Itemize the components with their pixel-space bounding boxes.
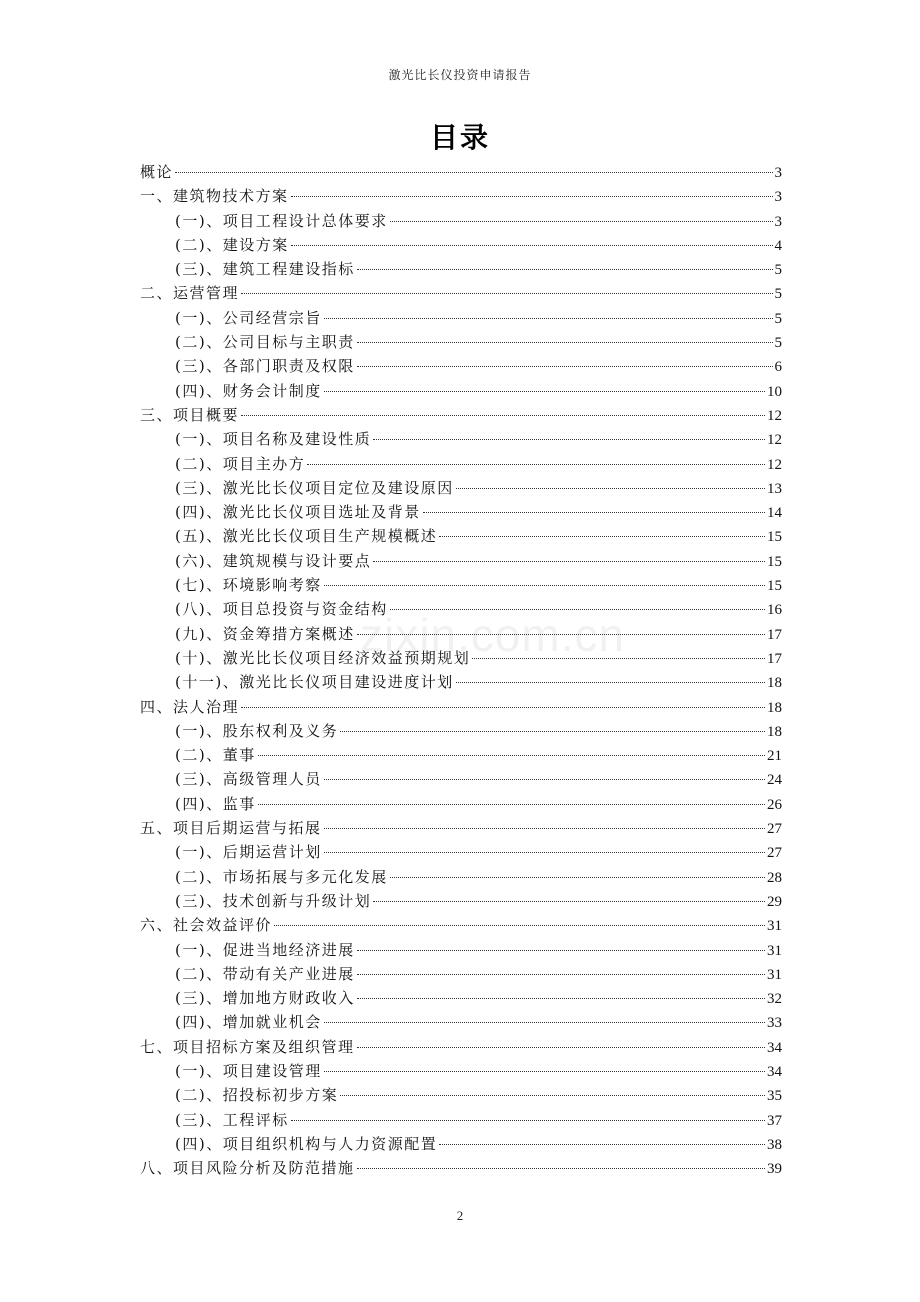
toc-entry-page-number: 14 [767,505,782,522]
toc-entry-page-number: 5 [774,262,782,279]
toc-entry-page-number: 31 [767,918,782,935]
toc-dot-leader [241,415,765,416]
watermark: zixin.com.cn [360,609,626,661]
toc-entry-label: 七、项目招标方案及组织管理 [140,1037,355,1056]
running-header: 激光比长仪投资申请报告 [388,68,532,82]
toc-entry-label: (十)、激光比长仪项目经济效益预期规划 [175,648,471,667]
toc-dot-leader [390,221,773,222]
toc-entry-page-number: 27 [767,821,782,838]
toc-dot-leader [357,950,765,951]
toc-entry-page-number: 15 [767,553,782,570]
toc-entry-page-number: 12 [767,456,782,473]
toc-entry-label: (一)、项目建设管理 [175,1061,322,1080]
toc-entry-page-number: 32 [767,991,782,1008]
toc-entry-label: 三、项目概要 [140,405,240,424]
toc-dot-leader [357,1168,765,1169]
toc-entry-page-number: 18 [767,675,782,692]
toc-dot-leader [324,585,765,586]
toc-entry-page-number: 15 [767,578,782,595]
toc-dot-leader [340,1095,765,1096]
toc-entry-label: (四)、监事 [175,794,256,813]
toc-entry-label: 六、社会效益评价 [140,916,273,935]
toc-dot-leader [357,342,773,343]
toc-subsection-entry[interactable] [140,476,782,500]
toc-subsection-entry[interactable] [140,743,782,767]
toc-entry-page-number: 37 [767,1112,782,1129]
toc-dot-leader [357,998,765,999]
toc-section-entry[interactable] [140,1035,782,1059]
toc-section-entry[interactable] [140,1156,782,1180]
toc-dot-leader [324,391,765,392]
toc-dot-leader [307,464,765,465]
toc-dot-leader [357,974,765,975]
toc-dot-leader [241,293,772,294]
toc-entry-label: (三)、技术创新与升级计划 [175,891,372,910]
toc-entry-page-number: 5 [774,310,782,327]
toc-section-entry[interactable] [140,695,782,719]
toc-entry-page-number: 26 [767,796,782,813]
toc-entry-label: (四)、财务会计制度 [175,381,322,400]
toc-entry-label: (三)、建筑工程建设指标 [175,260,355,279]
toc-entry-page-number: 21 [767,748,782,765]
toc-entry-label: (一)、项目工程设计总体要求 [175,211,388,230]
toc-subsection-entry[interactable] [140,306,782,330]
toc-entry-label: (二)、带动有关产业进展 [175,964,355,983]
toc-dot-leader [357,269,773,270]
toc-entry-label: 四、法人治理 [140,697,240,716]
toc-entry-page-number: 10 [767,383,782,400]
toc-section-entry[interactable] [140,403,782,427]
toc-entry-page-number: 3 [774,189,782,206]
toc-entry-page-number: 17 [767,650,782,667]
toc-dot-leader [456,682,765,683]
toc-entry-label: (三)、工程评标 [175,1110,289,1129]
toc-entry-label: (八)、项目总投资与资金结构 [175,600,388,619]
page-number: 2 [456,1208,464,1223]
toc-dot-leader [324,318,773,319]
toc-dot-leader [390,877,765,878]
toc-subsection-entry[interactable] [140,573,782,597]
toc-dot-leader [258,755,765,756]
toc-dot-leader [258,804,765,805]
toc-entry-page-number: 31 [767,966,782,983]
toc-entry-label: (十一)、激光比长仪项目建设进度计划 [175,673,454,692]
toc-entry-label: (九)、资金筹措方案概述 [175,624,355,643]
toc-entry-label: (二)、公司目标与主职责 [175,333,355,352]
toc-entry-label: (四)、项目组织机构与人力资源配置 [175,1134,438,1153]
toc-dot-leader [439,1144,765,1145]
toc-subsection-entry[interactable] [140,670,782,694]
toc-dot-leader [373,439,765,440]
toc-section-entry[interactable] [140,184,782,208]
toc-entry-label: (一)、促进当地经济进展 [175,940,355,959]
toc-section-entry[interactable] [140,913,782,937]
toc-dot-leader [175,172,772,173]
toc-subsection-entry[interactable] [140,597,782,621]
toc-subsection-entry[interactable] [140,962,782,986]
toc-subsection-entry[interactable] [140,330,782,354]
toc-entry-page-number: 31 [767,942,782,959]
toc-dot-leader [324,828,765,829]
toc-dot-leader [291,245,773,246]
toc-entry-label: (三)、增加地方财政收入 [175,989,355,1008]
toc-dot-leader [390,609,765,610]
toc-subsection-entry[interactable] [140,209,782,233]
toc-subsection-entry[interactable] [140,524,782,548]
toc-subsection-entry[interactable] [140,379,782,403]
toc-subsection-entry[interactable] [140,427,782,451]
toc-dot-leader [324,779,765,780]
toc-entry-page-number: 35 [767,1088,782,1105]
toc-dot-leader [357,634,765,635]
toc-entry-label: (四)、增加就业机会 [175,1013,322,1032]
toc-subsection-entry[interactable] [140,1010,782,1034]
toc-entry-label: 二、运营管理 [140,284,240,303]
toc-entry-label: (五)、激光比长仪项目生产规模概述 [175,527,438,546]
toc-dot-leader [423,512,765,513]
toc-entry-label: (三)、高级管理人员 [175,770,322,789]
toc-dot-leader [274,925,765,926]
toc-dot-leader [357,366,773,367]
toc-subsection-entry[interactable] [140,452,782,476]
toc-entry-page-number: 33 [767,1015,782,1032]
toc-entry-label: 八、项目风险分析及防范措施 [140,1159,355,1178]
toc-subsection-entry[interactable] [140,938,782,962]
toc-entry-label: 一、建筑物技术方案 [140,187,289,206]
toc-dot-leader [456,488,765,489]
toc-subsection-entry[interactable] [140,646,782,670]
toc-subsection-entry[interactable] [140,257,782,281]
toc-entry-page-number: 5 [774,335,782,352]
toc-dot-leader [357,1047,765,1048]
toc-entry-label: (二)、项目主办方 [175,454,306,473]
toc-entry-label: (二)、招投标初步方案 [175,1086,339,1105]
toc-entry-page-number: 39 [767,1161,782,1178]
toc-dot-leader [472,658,765,659]
toc-title: 目录 [429,121,490,154]
toc-entry-page-number: 12 [767,407,782,424]
toc-entry-page-number: 3 [774,213,782,230]
toc-subsection-entry[interactable] [140,1059,782,1083]
toc-subsection-entry[interactable] [140,233,782,257]
toc-entry-page-number: 4 [774,237,782,254]
toc-entry-label: 五、项目后期运营与拓展 [140,819,322,838]
toc-subsection-entry[interactable] [140,792,782,816]
toc-subsection-entry[interactable] [140,1083,782,1107]
toc-dot-leader [373,901,765,902]
table-of-contents [140,160,782,1180]
toc-dot-leader [324,852,765,853]
toc-entry-page-number: 3 [774,165,782,181]
toc-entry-page-number: 15 [767,529,782,546]
toc-entry-page-number: 5 [774,286,782,303]
toc-subsection-entry[interactable] [140,719,782,743]
toc-subsection-entry[interactable] [140,549,782,573]
toc-dot-leader [340,731,765,732]
toc-section-entry[interactable] [140,816,782,840]
toc-dot-leader [373,561,765,562]
toc-entry-label: (三)、激光比长仪项目定位及建设原因 [175,478,454,497]
toc-entry-page-number: 27 [767,845,782,862]
toc-entry-page-number: 16 [767,602,782,619]
toc-entry-page-number: 38 [767,1136,782,1153]
toc-entry-label: 概论 [140,163,174,181]
toc-entry-page-number: 17 [767,626,782,643]
toc-entry-label: (一)、公司经营宗旨 [175,308,322,327]
toc-dot-leader [439,536,765,537]
toc-entry-page-number: 18 [767,699,782,716]
toc-subsection-entry[interactable] [140,767,782,791]
toc-entry-page-number: 13 [767,480,782,497]
toc-section-entry[interactable] [140,281,782,305]
toc-entry-page-number: 24 [767,772,782,789]
toc-entry-page-number: 28 [767,869,782,886]
toc-entry-label: (一)、项目名称及建设性质 [175,430,372,449]
toc-subsection-entry[interactable] [140,622,782,646]
toc-entry-label: (二)、市场拓展与多元化发展 [175,867,388,886]
toc-entry-label: (三)、各部门职责及权限 [175,357,355,376]
toc-entry-page-number: 34 [767,1039,782,1056]
toc-entry-label: (二)、建设方案 [175,235,289,254]
toc-entry-page-number: 29 [767,893,782,910]
toc-dot-leader [241,707,765,708]
toc-subsection-entry[interactable] [140,865,782,889]
toc-subsection-entry[interactable] [140,1108,782,1132]
toc-entry-label: (六)、建筑规模与设计要点 [175,551,372,570]
toc-entry-page-number: 6 [774,359,782,376]
toc-subsection-entry[interactable] [140,889,782,913]
toc-entry-label: (一)、后期运营计划 [175,843,322,862]
toc-dot-leader [324,1071,765,1072]
toc-subsection-entry[interactable] [140,1132,782,1156]
toc-entry-page-number: 18 [767,723,782,740]
toc-dot-leader [324,1022,765,1023]
toc-entry-label: (一)、股东权利及义务 [175,721,339,740]
toc-entry-page-number: 12 [767,432,782,449]
toc-section-entry[interactable] [140,160,782,184]
toc-entry-label: (四)、激光比长仪项目选址及背景 [175,503,421,522]
toc-entry-label: (二)、董事 [175,746,256,765]
toc-entry-label: (七)、环境影响考察 [175,576,322,595]
toc-subsection-entry[interactable] [140,986,782,1010]
toc-subsection-entry[interactable] [140,840,782,864]
toc-subsection-entry[interactable] [140,500,782,524]
toc-dot-leader [291,196,773,197]
toc-dot-leader [291,1120,765,1121]
toc-entry-page-number: 34 [767,1063,782,1080]
toc-subsection-entry[interactable] [140,354,782,378]
